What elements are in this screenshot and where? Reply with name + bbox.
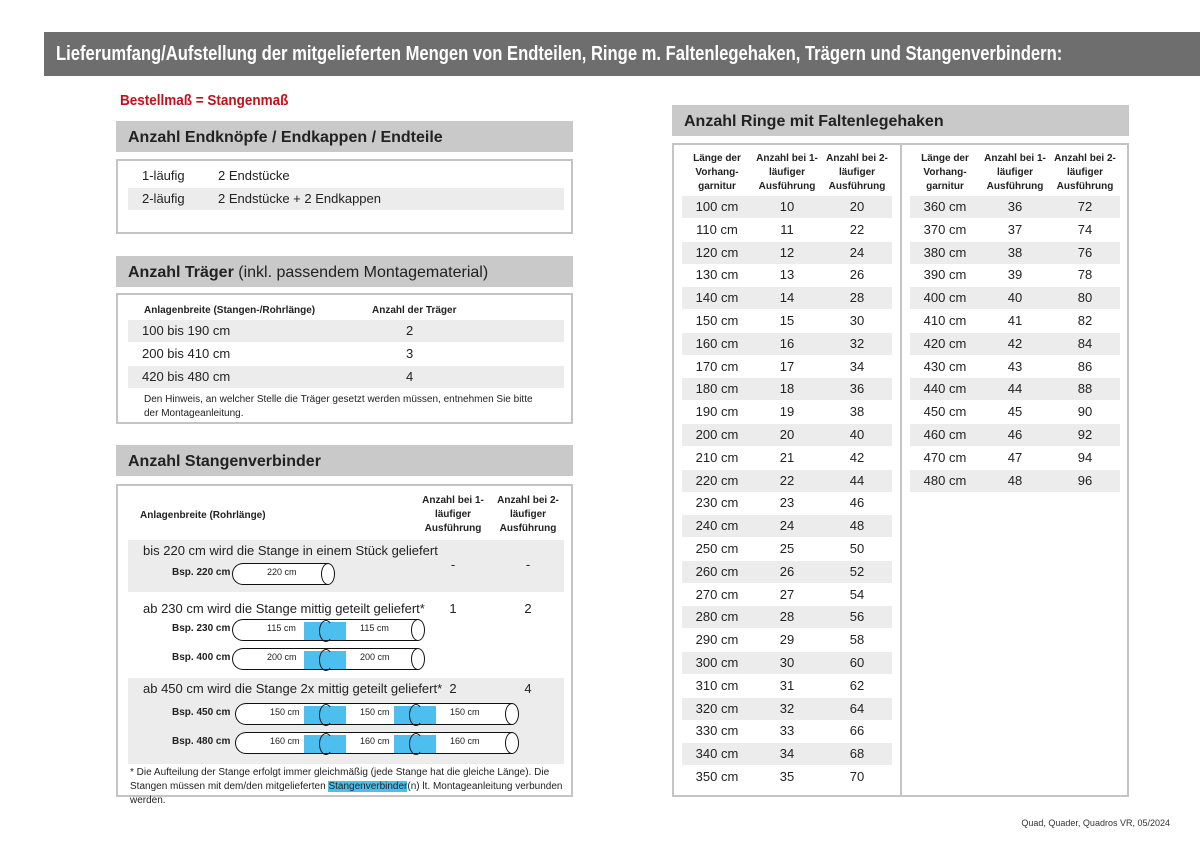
table-row bbox=[910, 219, 1120, 241]
rod-diagram bbox=[235, 732, 512, 754]
cell: 20 bbox=[849, 199, 865, 214]
rod-diagram bbox=[232, 648, 418, 670]
cell: 33 bbox=[779, 723, 795, 739]
cell: 34 bbox=[779, 746, 795, 762]
cell: 36 bbox=[1007, 199, 1023, 214]
cell: 82 bbox=[1077, 313, 1093, 328]
connector-outline bbox=[319, 620, 333, 642]
table-row bbox=[682, 333, 892, 355]
cell: 220 cm bbox=[695, 472, 739, 488]
cell: 50 bbox=[849, 541, 865, 556]
cell: 88 bbox=[1077, 381, 1093, 397]
cell: 30 bbox=[849, 313, 865, 328]
col-header: Anzahl bei 2-läufiger Ausführung bbox=[497, 495, 559, 534]
col-header: Anlagenbreite (Stangen-/Rohrlänge) bbox=[144, 305, 316, 316]
cell: 120 cm bbox=[695, 244, 739, 260]
cell: 15 bbox=[779, 313, 795, 328]
example-label: Bsp. 230 cm bbox=[172, 623, 231, 634]
segment-length: 160 cm bbox=[450, 736, 480, 746]
cell: 17 bbox=[779, 358, 795, 374]
segment-length: 200 cm bbox=[360, 652, 390, 662]
example-label: Bsp. 220 cm bbox=[172, 567, 231, 578]
cell: 250 cm bbox=[695, 541, 739, 556]
cell: 92 bbox=[1077, 427, 1093, 442]
subtitle: Bestellmaß = Stangenmaß bbox=[120, 92, 289, 109]
cell: 100 cm bbox=[695, 199, 739, 214]
cell: 58 bbox=[849, 632, 865, 648]
table-row bbox=[682, 242, 892, 264]
cell: 34 bbox=[849, 358, 865, 374]
cell: 54 bbox=[849, 586, 865, 602]
table-row bbox=[682, 447, 892, 469]
endteile-header: Anzahl Endknöpfe / Endkappen / Endteile bbox=[116, 121, 573, 152]
cell: 41 bbox=[1007, 313, 1023, 328]
table-row bbox=[910, 287, 1120, 309]
cell: 360 cm bbox=[923, 199, 967, 214]
group-text: ab 450 cm wird die Stange 2x mittig geteilt geliefert* bbox=[143, 681, 443, 696]
table-row bbox=[682, 584, 892, 606]
cell: 270 cm bbox=[695, 586, 739, 602]
title-bar bbox=[44, 32, 1200, 76]
col-header: Anzahl bei 2-läufiger Ausführung bbox=[1054, 153, 1116, 192]
count: 3 bbox=[406, 346, 414, 361]
cell: 48 bbox=[1007, 472, 1023, 488]
cell: 84 bbox=[1077, 335, 1093, 351]
connector-outline bbox=[319, 649, 333, 671]
endteile-row bbox=[128, 188, 564, 210]
count: 2 bbox=[406, 323, 414, 338]
cell: 25 bbox=[779, 541, 795, 556]
group-text: bis 220 cm wird die Stange in einem Stück geliefert bbox=[143, 543, 438, 558]
cell: 26 bbox=[779, 563, 795, 579]
cell: 16 bbox=[779, 335, 795, 351]
table-row bbox=[910, 447, 1120, 469]
rod-end bbox=[411, 648, 425, 670]
table-row bbox=[682, 743, 892, 765]
cell: 160 cm bbox=[695, 335, 739, 351]
cell: 260 cm bbox=[695, 563, 739, 579]
table-row bbox=[682, 264, 892, 286]
segment-length: 220 cm bbox=[267, 567, 297, 577]
cell: 21 bbox=[779, 449, 795, 465]
cell: 13 bbox=[779, 267, 795, 283]
table-row bbox=[682, 629, 892, 651]
cell: 28 bbox=[779, 609, 795, 625]
col-header: Länge der Vorhang-garnitur bbox=[693, 153, 741, 192]
rod-diagram bbox=[235, 703, 512, 725]
cell: 410 cm bbox=[923, 313, 967, 328]
cell: 27 bbox=[779, 586, 795, 602]
table-row bbox=[682, 698, 892, 720]
count-2-laeufig: 2 bbox=[524, 601, 532, 616]
connector bbox=[304, 651, 346, 669]
table-row bbox=[910, 356, 1120, 378]
cell: 350 cm bbox=[695, 769, 739, 784]
col-header: Anzahl der Träger bbox=[372, 305, 457, 316]
table-row bbox=[910, 196, 1120, 218]
cell: 31 bbox=[779, 677, 795, 693]
cell: 19 bbox=[779, 404, 795, 420]
segment-length: 160 cm bbox=[270, 736, 300, 746]
connector bbox=[304, 735, 346, 753]
cell: 12 bbox=[779, 244, 795, 260]
cell: 22 bbox=[779, 472, 795, 488]
cell: 30 bbox=[779, 655, 795, 670]
cell: 72 bbox=[1077, 199, 1093, 214]
table-row bbox=[682, 310, 892, 332]
table-row bbox=[682, 287, 892, 309]
cell: 370 cm bbox=[923, 221, 967, 237]
cell: 56 bbox=[849, 609, 865, 625]
cell: 35 bbox=[779, 769, 795, 784]
cell: 45 bbox=[1007, 404, 1023, 420]
count-1-laeufig: 2 bbox=[449, 681, 457, 696]
segment-length: 150 cm bbox=[270, 707, 300, 717]
cell: 80 bbox=[1077, 290, 1093, 306]
table-row bbox=[682, 515, 892, 537]
cell: 86 bbox=[1077, 358, 1093, 374]
table-row bbox=[682, 401, 892, 423]
table-row bbox=[910, 310, 1120, 332]
traeger-row bbox=[128, 366, 564, 388]
group-text: ab 230 cm wird die Stange mittig geteilt geliefert* bbox=[143, 601, 425, 616]
cell: 38 bbox=[1007, 244, 1023, 260]
rod-end bbox=[321, 563, 335, 585]
count-2-laeufig: 4 bbox=[524, 681, 532, 696]
cell: 280 cm bbox=[695, 609, 739, 625]
table-row bbox=[682, 652, 892, 674]
cell: 66 bbox=[849, 723, 865, 739]
cell: 170 cm bbox=[695, 358, 739, 374]
connector-outline bbox=[319, 733, 333, 755]
rod-end bbox=[505, 703, 519, 725]
endteile-row bbox=[128, 165, 564, 187]
cell: 20 bbox=[779, 427, 795, 442]
cell: 42 bbox=[1007, 335, 1023, 351]
cell: 390 cm bbox=[923, 267, 967, 283]
cell: 400 cm bbox=[923, 290, 967, 306]
cell: 180 cm bbox=[695, 381, 739, 397]
cell: 36 bbox=[849, 381, 865, 397]
cell: 48 bbox=[849, 518, 865, 534]
example-label: Bsp. 450 cm bbox=[172, 707, 231, 718]
table-row bbox=[910, 333, 1120, 355]
rod-diagram bbox=[232, 619, 418, 641]
range: 420 bis 480 cm bbox=[142, 369, 231, 384]
cell: 130 cm bbox=[695, 267, 739, 283]
table-row bbox=[682, 675, 892, 697]
table-row bbox=[682, 219, 892, 241]
verbinder-header: Anzahl Stangenverbinder bbox=[116, 445, 573, 476]
count-1-laeufig: - bbox=[450, 557, 456, 572]
cell: 64 bbox=[849, 700, 865, 716]
cell: 78 bbox=[1077, 267, 1093, 283]
table-row bbox=[682, 424, 892, 446]
cell: 290 cm bbox=[695, 632, 739, 648]
connector bbox=[394, 706, 436, 724]
table-row bbox=[682, 538, 892, 560]
example-label: Bsp. 400 cm bbox=[172, 652, 231, 663]
connector-outline bbox=[409, 704, 423, 726]
cell: 46 bbox=[1007, 427, 1023, 442]
cell: 52 bbox=[849, 563, 865, 579]
verbinder-box bbox=[116, 484, 573, 806]
cell: 230 cm bbox=[695, 495, 739, 511]
cell: 450 cm bbox=[923, 404, 967, 420]
count-2-laeufig: - bbox=[525, 557, 531, 572]
table-row bbox=[682, 766, 892, 788]
rod-end bbox=[411, 619, 425, 641]
cell: 110 cm bbox=[696, 221, 738, 237]
cell: 47 bbox=[1007, 449, 1023, 465]
cell: 96 bbox=[1077, 472, 1093, 488]
ringe-header: Anzahl Ringe mit Faltenlegehaken bbox=[672, 105, 1129, 136]
connector-outline bbox=[409, 733, 423, 755]
range: 200 bis 410 cm bbox=[142, 346, 231, 361]
cell: 46 bbox=[849, 495, 865, 511]
col-header: Länge der Vorhang-garnitur bbox=[921, 153, 969, 192]
cell: 43 bbox=[1007, 358, 1023, 374]
table-row bbox=[682, 378, 892, 400]
cell: 300 cm bbox=[695, 655, 739, 670]
cell: 37 bbox=[1007, 221, 1023, 237]
footer: Quad, Quader, Quadros VR, 05/2024 bbox=[1021, 818, 1170, 828]
rod-diagram bbox=[232, 563, 328, 585]
cell: 60 bbox=[849, 655, 865, 670]
cell: 90 bbox=[1077, 404, 1093, 420]
cell: 480 cm bbox=[923, 472, 967, 488]
col-header: Anzahl bei 1-läufiger Ausführung bbox=[422, 495, 484, 534]
cell: 28 bbox=[849, 290, 865, 306]
col-header: Anzahl bei 1-läufiger Ausführung bbox=[984, 153, 1046, 192]
cell: 380 cm bbox=[923, 244, 967, 260]
cell: 70 bbox=[849, 769, 865, 784]
cell: 76 bbox=[1077, 244, 1093, 260]
cell: 26 bbox=[849, 267, 865, 283]
cell: 62 bbox=[849, 677, 865, 693]
table-row bbox=[910, 470, 1120, 492]
segment-length: 115 cm bbox=[267, 623, 296, 633]
traeger-header: Anzahl Träger (inkl. passendem Montagematerial) bbox=[116, 256, 573, 287]
traeger-note: Den Hinweis, an welcher Stelle die Träger gesetzt werden müssen, entnehmen Sie bitte der Montageanleitung. bbox=[144, 394, 533, 419]
cell: 32 bbox=[779, 700, 795, 716]
cell: 18 bbox=[779, 381, 795, 397]
value: 2 Endstücke + 2 Endkappen bbox=[218, 191, 381, 206]
table-row bbox=[910, 264, 1120, 286]
cell: 10 bbox=[779, 199, 795, 214]
connector bbox=[304, 622, 346, 640]
cell: 24 bbox=[779, 518, 795, 534]
value: 2 Endstücke bbox=[218, 168, 290, 183]
cell: 24 bbox=[849, 244, 865, 260]
cell: 11 bbox=[780, 221, 794, 237]
cell: 340 cm bbox=[695, 746, 739, 762]
table-row bbox=[910, 378, 1120, 400]
connector bbox=[394, 735, 436, 753]
cell: 40 bbox=[1007, 290, 1023, 306]
table-row bbox=[682, 561, 892, 583]
col-header: Anzahl bei 1-läufiger Ausführung bbox=[756, 153, 818, 192]
cell: 310 cm bbox=[695, 677, 739, 693]
ringe-table bbox=[672, 143, 1129, 797]
cell: 240 cm bbox=[695, 518, 739, 534]
cell: 94 bbox=[1077, 449, 1093, 465]
cell: 68 bbox=[849, 746, 865, 762]
cell: 200 cm bbox=[695, 427, 739, 442]
cell: 320 cm bbox=[695, 700, 739, 716]
cell: 140 cm bbox=[695, 290, 739, 306]
page-title: Lieferumfang/Aufstellung der mitgelieferten Mengen von Endteilen, Ringe m. Faltenlegehaken, Trägern und Stangenverbindern: bbox=[56, 43, 1063, 65]
table-row bbox=[682, 492, 892, 514]
cell: 420 cm bbox=[923, 335, 967, 351]
type: 1-läufig bbox=[142, 168, 185, 183]
segment-length: 160 cm bbox=[360, 736, 390, 746]
table-row bbox=[910, 401, 1120, 423]
cell: 460 cm bbox=[923, 427, 967, 442]
cell: 22 bbox=[849, 221, 865, 237]
highlighted-term: Stangenverbinder bbox=[328, 781, 408, 792]
cell: 32 bbox=[849, 335, 865, 351]
cell: 210 cm bbox=[695, 449, 739, 465]
table-row bbox=[682, 470, 892, 492]
cell: 430 cm bbox=[923, 358, 967, 374]
table-row bbox=[910, 242, 1120, 264]
segment-length: 200 cm bbox=[267, 652, 297, 662]
table-row bbox=[910, 424, 1120, 446]
cell: 190 cm bbox=[695, 404, 739, 420]
col-header: Anlagenbreite (Rohrlänge) bbox=[140, 510, 266, 521]
rod-end bbox=[505, 732, 519, 754]
table-row bbox=[682, 720, 892, 742]
connector-outline bbox=[319, 704, 333, 726]
cell: 470 cm bbox=[923, 449, 967, 465]
example-label: Bsp. 480 cm bbox=[172, 736, 231, 747]
table-row bbox=[682, 356, 892, 378]
cell: 14 bbox=[779, 290, 795, 306]
cell: 39 bbox=[1007, 267, 1023, 283]
range: 100 bis 190 cm bbox=[142, 323, 231, 338]
segment-length: 150 cm bbox=[450, 707, 480, 717]
cell: 44 bbox=[1007, 381, 1023, 397]
cell: 440 cm bbox=[923, 381, 967, 397]
traeger-box bbox=[116, 293, 573, 424]
cell: 42 bbox=[849, 449, 865, 465]
cell: 38 bbox=[849, 404, 865, 420]
cell: 150 cm bbox=[695, 313, 739, 328]
cell: 23 bbox=[779, 495, 795, 511]
table-row bbox=[682, 196, 892, 218]
cell: 29 bbox=[779, 632, 795, 648]
cell: 330 cm bbox=[695, 723, 739, 739]
table-row bbox=[682, 606, 892, 628]
cell: 44 bbox=[849, 472, 865, 488]
count-1-laeufig: 1 bbox=[449, 601, 457, 616]
segment-length: 115 cm bbox=[360, 623, 389, 633]
traeger-row bbox=[128, 320, 564, 342]
traeger-row bbox=[128, 343, 564, 365]
cell: 74 bbox=[1077, 221, 1093, 237]
cell: 40 bbox=[849, 427, 865, 442]
type: 2-läufig bbox=[142, 191, 185, 206]
verbinder-note: * Die Aufteilung der Stange erfolgt immer gleichmäßig (jede Stange hat die gleiche Länge). Die Stangen müssen mit dem/den mitgelieferten Stangenverbinder(n) lt. Montageanleitung verbunden werden. bbox=[130, 767, 563, 806]
endteile-box bbox=[116, 159, 573, 234]
count: 4 bbox=[406, 369, 414, 384]
col-header: Anzahl bei 2-läufiger Ausführung bbox=[826, 153, 888, 192]
segment-length: 150 cm bbox=[360, 707, 390, 717]
connector bbox=[304, 706, 346, 724]
